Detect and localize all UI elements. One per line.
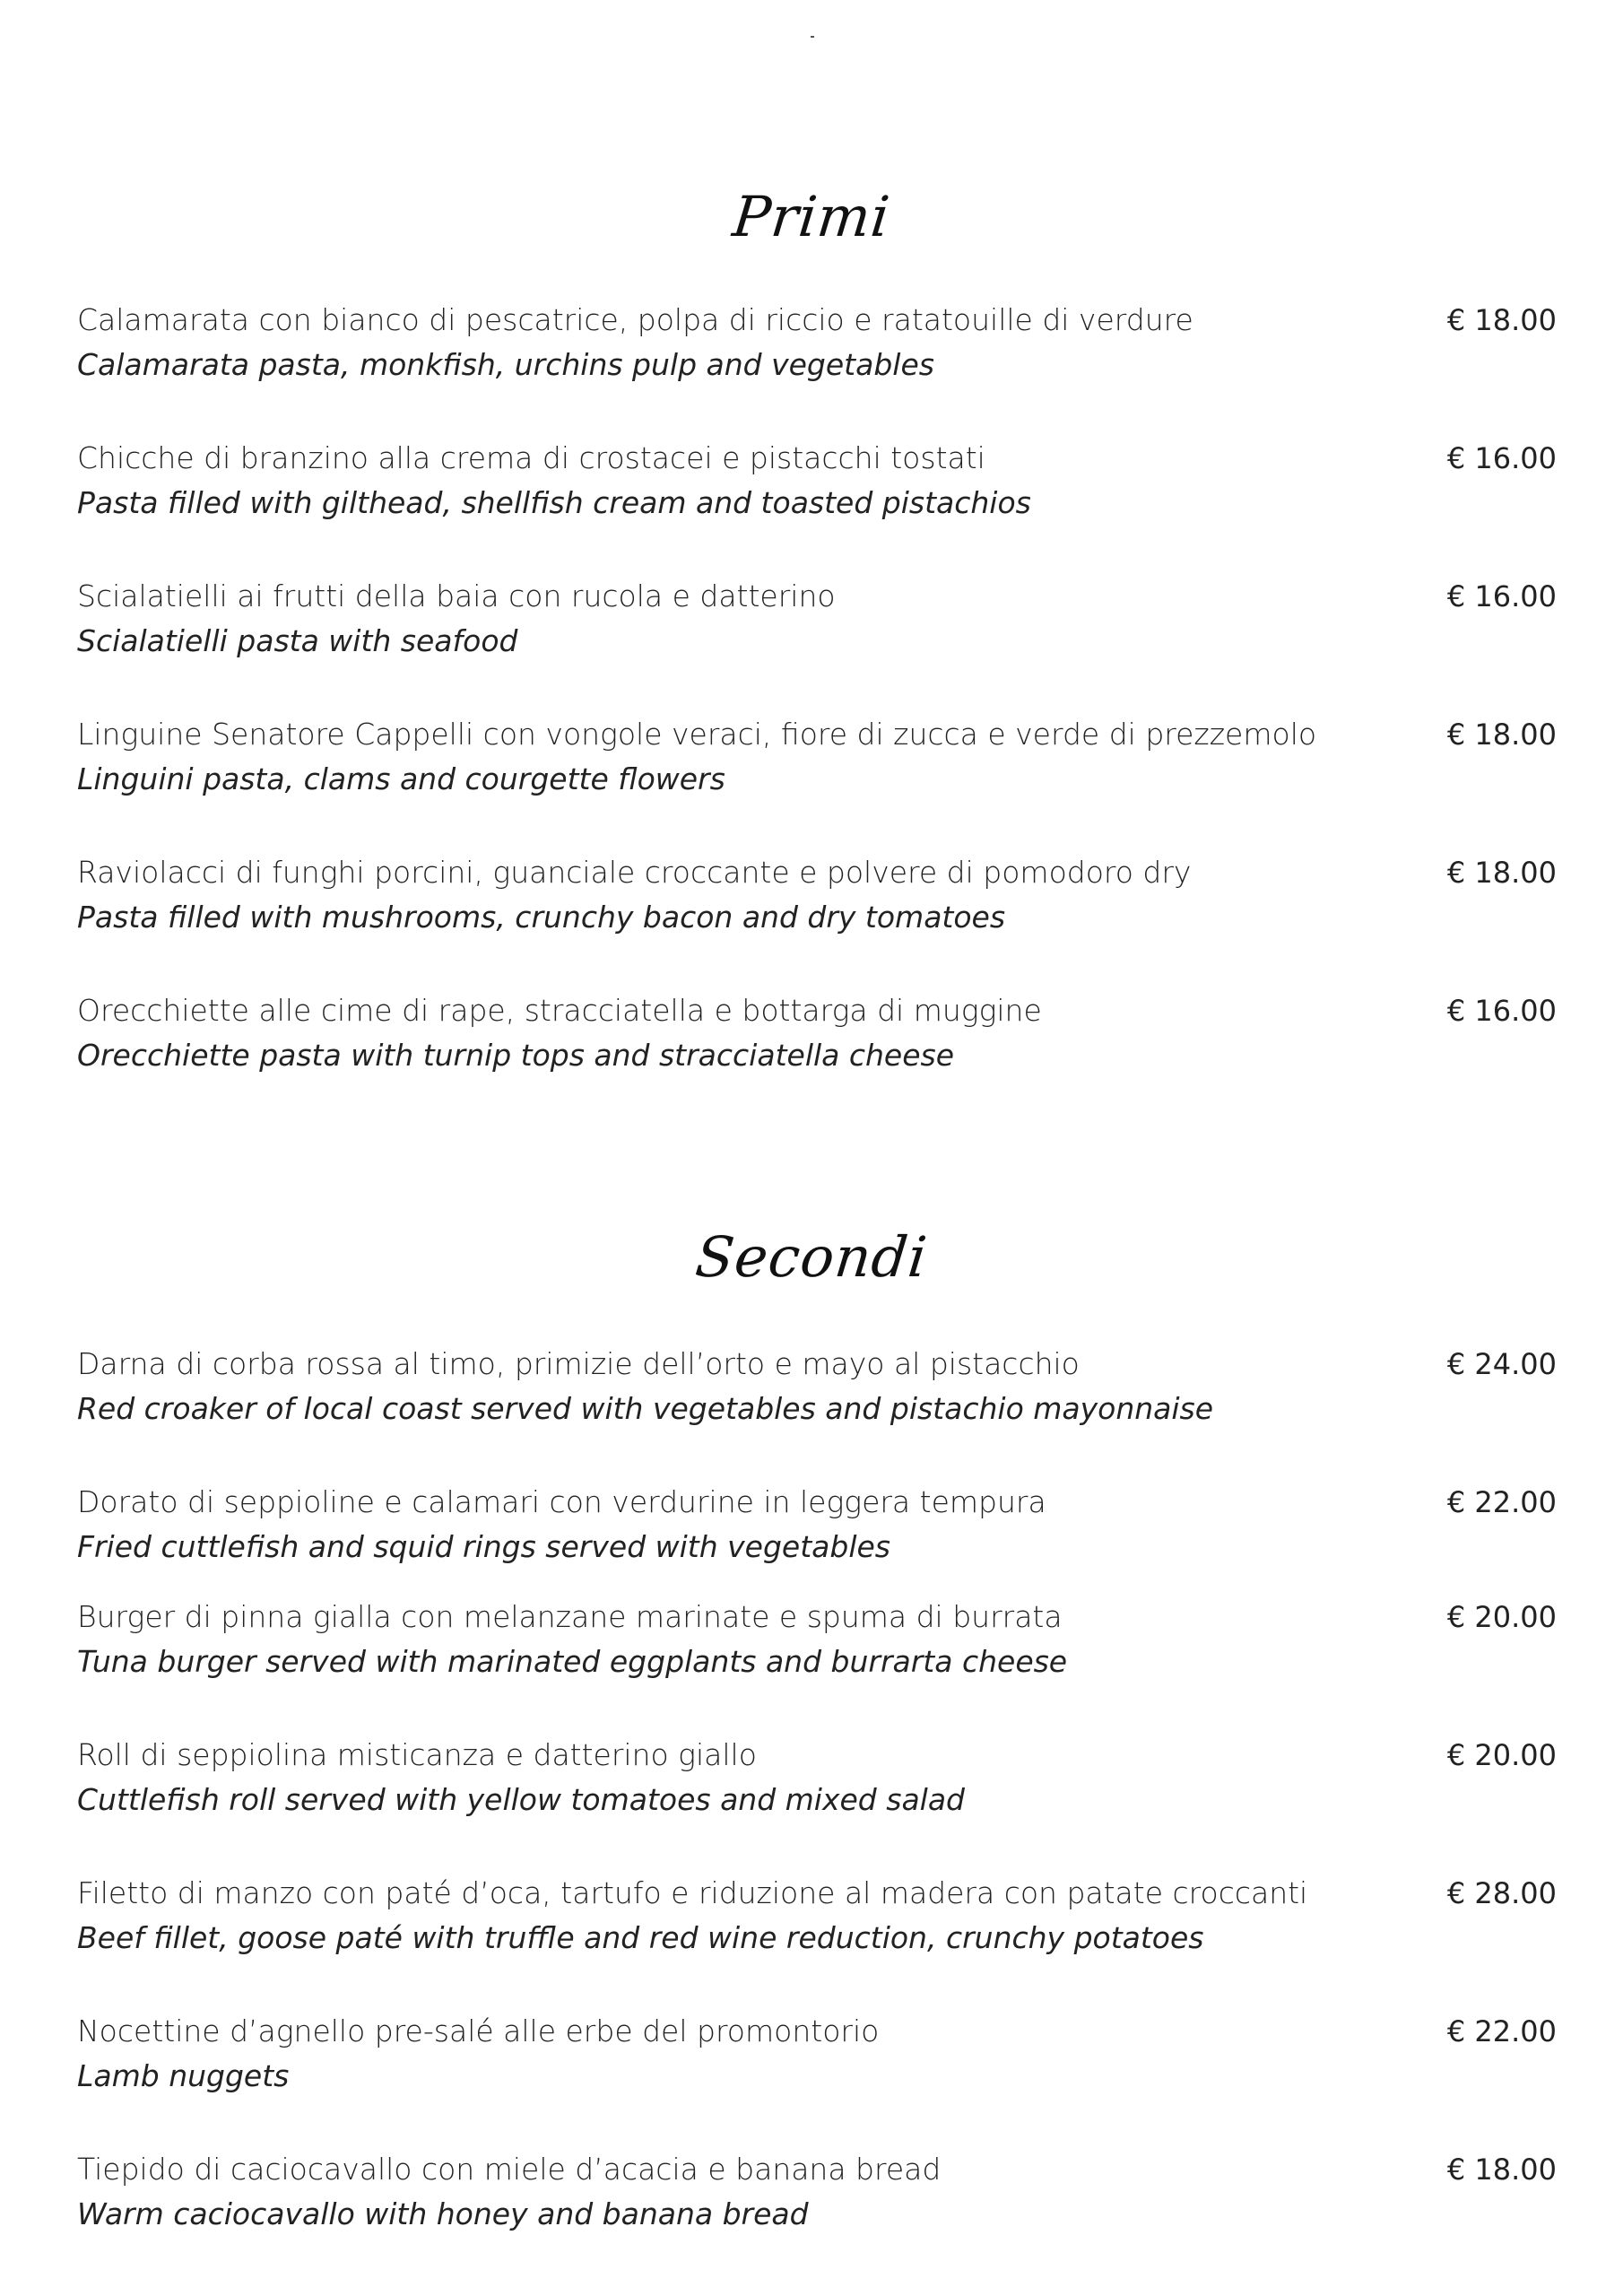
item-price: € 28.00 (1446, 1876, 1557, 1910)
item-name: Nocettine d’agnello pre-salé alle erbe del promontorio (77, 2013, 880, 2048)
item-name: Dorato di seppioline e calamari con verdurine in leggera tempura (77, 1484, 1046, 1519)
item-name: Tiepido di caciocavallo con miele d’acacia e banana bread (77, 2152, 942, 2187)
item-price: € 18.00 (1446, 856, 1557, 890)
item-price: € 20.00 (1446, 1738, 1557, 1772)
item-price: € 18.00 (1446, 2152, 1557, 2187)
menu-item (77, 715, 1557, 813)
item-name: Scialatielli ai frutti della baia con rucola e datterino (77, 578, 836, 613)
section-title-primi: Primi (729, 184, 894, 249)
item-price: € 22.00 (1446, 2014, 1557, 2048)
item-description: Red croaker of local coast served with vegetables and pistachio mayonnaise (77, 1391, 1214, 1426)
menu-item (77, 577, 1557, 675)
menu-item (77, 1344, 1557, 1443)
item-description: Orecchiette pasta with turnip tops and stracciatella cheese (77, 1038, 955, 1073)
item-price: € 20.00 (1446, 1600, 1557, 1634)
item-name: Chicche di branzino alla crema di crostacei e pistacchi tostati (77, 440, 985, 475)
menu-item (77, 439, 1557, 537)
menu-item (77, 2012, 1557, 2110)
item-name: Linguine Senatore Cappelli con vongole veraci, fiore di zucca e verde di prezzemolo (77, 717, 1317, 752)
item-description: Fried cuttlefish and squid rings served with vegetables (77, 1529, 890, 1564)
menu-item (77, 853, 1557, 952)
menu-item (77, 1483, 1557, 1581)
menu-item (77, 1735, 1557, 1834)
item-description: Warm caciocavallo with honey and banana bread (77, 2196, 809, 2231)
menu-item (77, 300, 1557, 399)
item-name: Calamarata con bianco di pescatrice, polpa di riccio e ratatouille di verdure (77, 302, 1193, 337)
item-description: Calamarata pasta, monkfish, urchins pulp and vegetables (77, 347, 934, 382)
item-price: € 22.00 (1446, 1485, 1557, 1519)
item-name: Darna di corba rossa al timo, primizie dell’orto e mayo al pistacchio (77, 1346, 1080, 1381)
menu-item (77, 1597, 1557, 1696)
item-description: Linguini pasta, clams and courgette flowers (77, 761, 725, 796)
item-description: Beef fillet, goose paté with truffle and red wine reduction, crunchy potatoes (77, 1920, 1204, 1955)
item-description: Cuttlefish roll served with yellow tomatoes and mixed salad (77, 1782, 965, 1817)
item-name: Filetto di manzo con paté d’oca, tartufo e riduzione al madera con patate croccanti (77, 1875, 1308, 1910)
item-price: € 16.00 (1446, 441, 1557, 475)
item-description: Lamb nuggets (77, 2058, 290, 2093)
section-title-secondi: Secondi (692, 1224, 931, 1290)
menu-item (77, 991, 1557, 1090)
item-name: Burger di pinna gialla con melanzane marinate e spuma di burrata (77, 1599, 1063, 1634)
menu-item (77, 2150, 1557, 2248)
item-name: Roll di seppiolina misticanza e datterino giallo (77, 1737, 757, 1772)
item-price: € 24.00 (1446, 1347, 1557, 1381)
page-mark (811, 36, 814, 38)
item-price: € 18.00 (1446, 303, 1557, 337)
item-description: Pasta filled with gilthead, shellfish cream and toasted pistachios (77, 485, 1031, 520)
item-description: Scialatielli pasta with seafood (77, 623, 518, 658)
item-name: Orecchiette alle cime di rape, stracciatella e bottarga di muggine (77, 993, 1042, 1028)
item-price: € 16.00 (1446, 994, 1557, 1028)
item-description: Pasta filled with mushrooms, crunchy bacon and dry tomatoes (77, 900, 1006, 935)
menu-item (77, 1874, 1557, 1972)
item-price: € 18.00 (1446, 718, 1557, 752)
item-description: Tuna burger served with marinated eggplants and burrarta cheese (77, 1644, 1068, 1679)
item-price: € 16.00 (1446, 579, 1557, 613)
item-name: Raviolacci di funghi porcini, guanciale croccante e polvere di pomodoro dry (77, 855, 1192, 890)
